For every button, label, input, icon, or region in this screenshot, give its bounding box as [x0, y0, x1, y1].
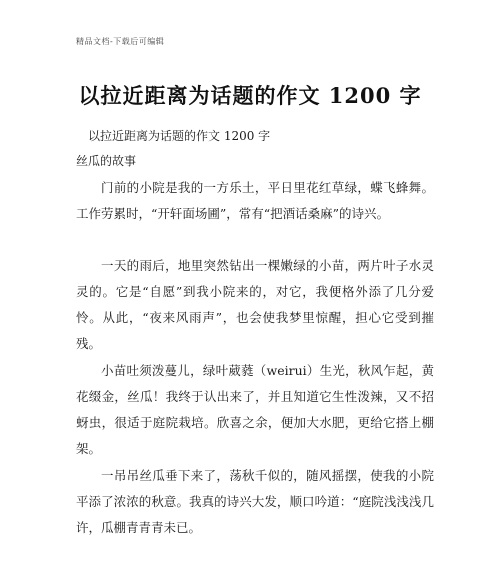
paragraph: 门前的小院是我的一方乐土，平日里花红草绿，蝶飞蜂舞。工作劳累时，“开轩面场圃”，常有“把酒话桑麻”的诗兴。 [76, 180, 434, 221]
paragraph: 小苗吐须泼蔓儿，绿叶葳蕤（weirui）生光，秋风乍起，黄花缀金，丝瓜！我终于认出来了，并且知道它生性泼辣，又不招蚜虫，很适于庭院栽培。欣喜之余，便加大水肥，更给它搭上棚架。 [76, 363, 434, 456]
header-note: 精品文档-下载后可编辑 [76, 37, 165, 46]
paragraph: 一天的雨后，地里突然钻出一棵嫩绿的小苗，两片叶子水灵灵的。它是“自愿”到我小院来的，对它，我便格外添了几分爱怜。从此，“夜来风雨声”，也会使我梦里惊醒，担心它受到摧残。 [76, 258, 434, 351]
paragraph: 一吊吊丝瓜垂下来了，荡秋千似的，随风摇摆，使我的小院平添了浓浓的秋意。我真的诗兴大发，顺口吟道：“庭院浅浅浅几许，瓜棚青青青未已。 [76, 468, 434, 535]
document-title: 以拉近距离为话题的作文 1200 字 [78, 83, 422, 108]
document-subtitle: 以拉近距离为话题的作文 1200 字 [88, 129, 271, 143]
story-heading: 丝瓜的故事 [76, 154, 137, 168]
